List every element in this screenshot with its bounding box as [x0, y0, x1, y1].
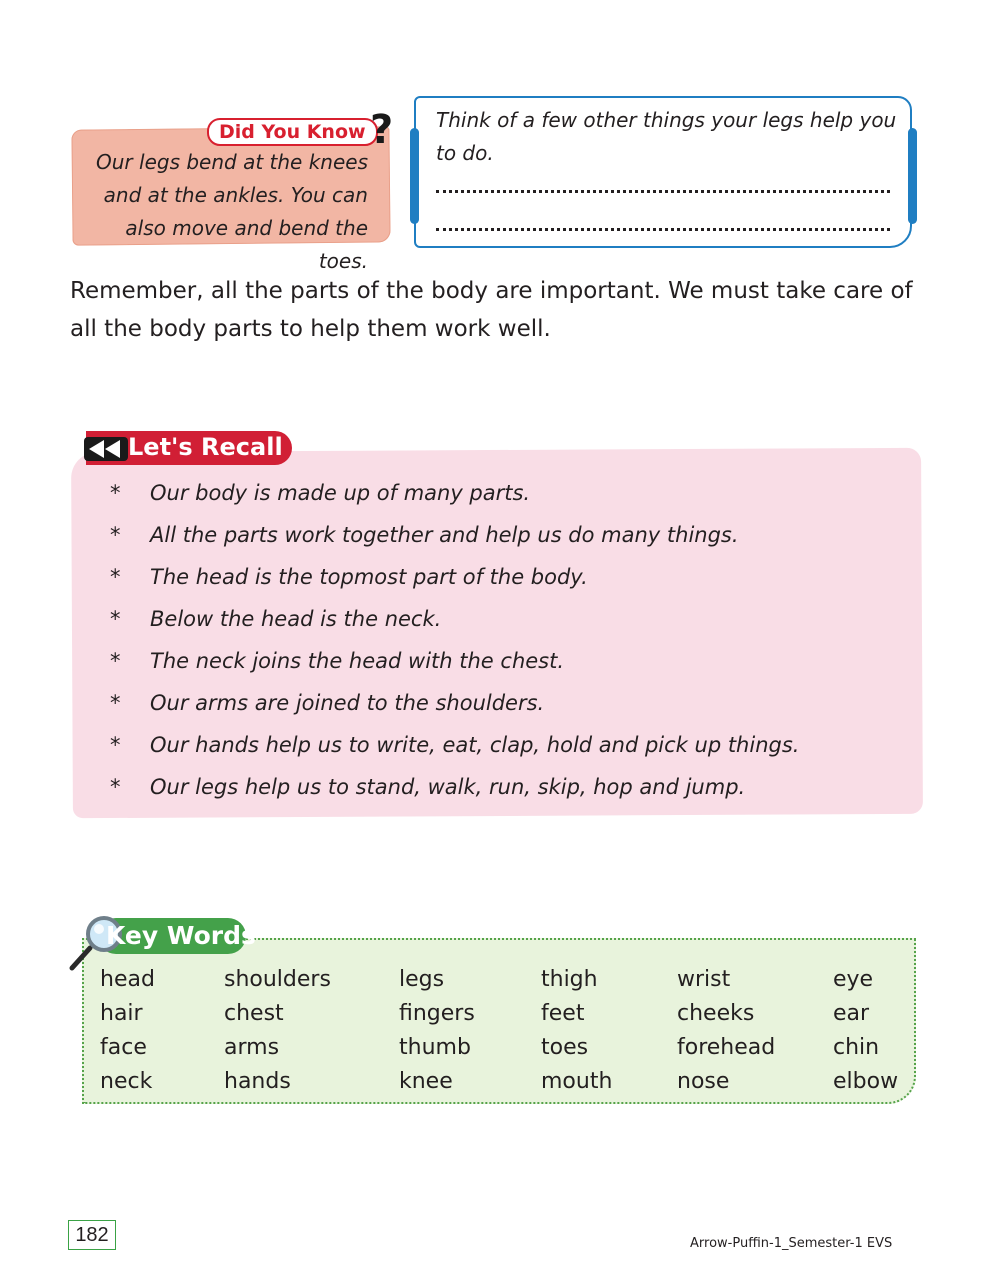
key-word: feet	[541, 1001, 585, 1026]
key-word: neck	[100, 1069, 153, 1094]
key-word: thumb	[399, 1035, 471, 1060]
key-word: head	[100, 967, 155, 992]
key-word: eye	[833, 967, 874, 992]
recall-item	[110, 556, 910, 598]
key-word: chest	[224, 1001, 284, 1026]
think-box-right-bar	[908, 128, 917, 224]
key-word: nose	[677, 1069, 730, 1094]
key-word: hands	[224, 1069, 291, 1094]
recall-item-text: The head is the topmost part of the body.	[150, 565, 588, 589]
key-words-column	[224, 963, 331, 1099]
key-word: thigh	[541, 967, 598, 992]
key-words-column	[541, 963, 612, 1099]
key-word: hair	[100, 1001, 143, 1026]
body-paragraph	[70, 272, 930, 348]
key-word: knee	[399, 1069, 453, 1094]
key-word: cheeks	[677, 1001, 755, 1026]
key-word: elbow	[833, 1069, 899, 1094]
recall-item-text: Our legs help us to stand, walk, run, skip, hop and jump.	[150, 775, 746, 799]
recall-item-text: Below the head is the neck.	[150, 607, 442, 631]
think-box-left-bar	[410, 128, 419, 224]
recall-item	[110, 598, 910, 640]
bullet-star: *	[110, 649, 121, 673]
bullet-star: *	[110, 775, 121, 799]
did-you-know-text	[78, 146, 368, 278]
bullet-star: *	[110, 607, 121, 631]
key-word: shoulders	[224, 967, 331, 992]
recall-item	[110, 766, 910, 808]
think-line: Think of a few other things your legs help you	[436, 108, 897, 132]
recall-item-text: Our hands help us to write, eat, clap, hold and pick up things.	[150, 733, 800, 757]
key-word: toes	[541, 1035, 589, 1060]
paragraph-line: Remember, all the parts of the body are important. We must take care of	[70, 278, 913, 304]
did-you-know-line: and at the ankles. You can	[103, 183, 368, 207]
recall-title: Let's Recall	[128, 433, 283, 461]
bullet-star: *	[110, 733, 121, 757]
bullet-star: *	[110, 565, 121, 589]
recall-item	[110, 682, 910, 724]
key-words-box	[82, 938, 916, 1104]
think-question	[436, 104, 906, 170]
question-mark-icon: ?	[370, 107, 394, 153]
did-you-know-line: also move and bend the toes.	[125, 216, 368, 273]
rewind-icon	[84, 437, 128, 461]
key-word: arms	[224, 1035, 280, 1060]
footer-text: Arrow-Puffin-1_Semester-1 EVS	[690, 1236, 893, 1251]
key-word: ear	[833, 1001, 870, 1026]
recall-item-text: The neck joins the head with the chest.	[150, 649, 565, 673]
key-words-title: Key Words	[106, 921, 256, 950]
key-word: mouth	[541, 1069, 613, 1094]
answer-line-2[interactable]	[436, 228, 890, 231]
bullet-star: *	[110, 691, 121, 715]
recall-item	[110, 724, 910, 766]
bullet-star: *	[110, 481, 121, 505]
did-you-know-line: Our legs bend at the knees	[96, 150, 368, 174]
key-words-column	[677, 963, 775, 1099]
key-word: wrist	[677, 967, 731, 992]
key-words-column	[100, 963, 155, 1099]
think-line: to do.	[436, 141, 494, 165]
key-words-column	[833, 963, 898, 1099]
key-word: face	[100, 1035, 147, 1060]
page-number: 182	[68, 1220, 116, 1250]
recall-list	[110, 472, 910, 808]
answer-line-1[interactable]	[436, 190, 890, 193]
bullet-star: *	[110, 523, 121, 547]
paragraph-line: all the body parts to help them work well.	[70, 316, 551, 342]
did-you-know-tag: Did You Know	[207, 118, 378, 146]
key-word: chin	[833, 1035, 880, 1060]
recall-item	[110, 640, 910, 682]
recall-item-text: Our body is made up of many parts.	[150, 481, 531, 505]
key-words-column	[399, 963, 475, 1099]
key-word: fingers	[399, 1001, 475, 1026]
recall-item-text: Our arms are joined to the shoulders.	[150, 691, 545, 715]
recall-item	[110, 472, 910, 514]
key-word: forehead	[677, 1035, 776, 1060]
key-word: legs	[399, 967, 445, 992]
recall-item	[110, 514, 910, 556]
recall-item-text: All the parts work together and help us do many things.	[150, 523, 739, 547]
